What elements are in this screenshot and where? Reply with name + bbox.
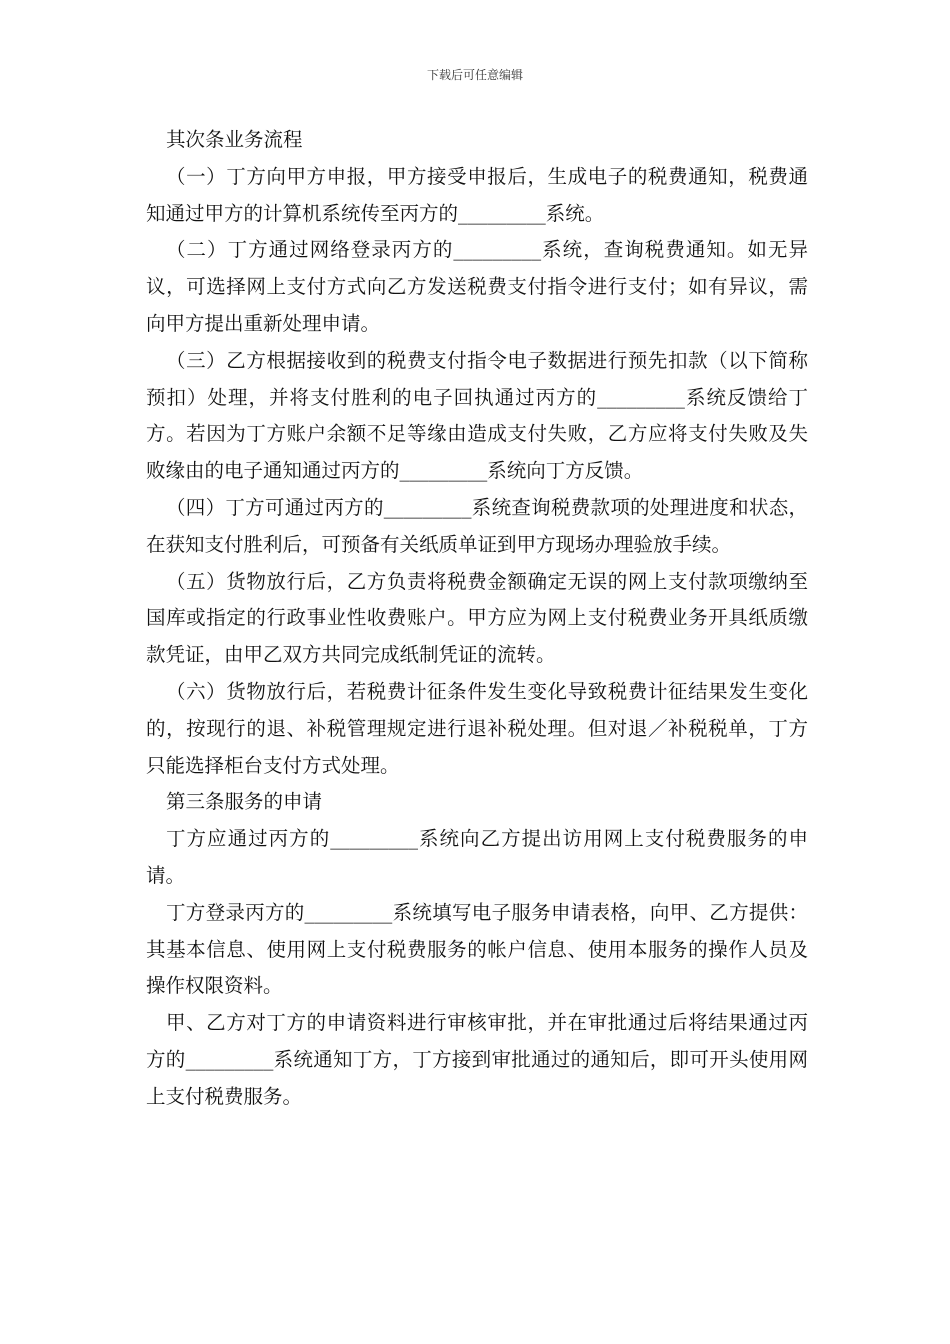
paragraph: （一）丁方向甲方申报，甲方接受申报后，生成电子的税费通知，税费通知通过甲方的计算机系统传至丙方的_________系统。 [146,164,808,225]
document-body [146,122,808,1116]
article-heading: 第三条服务的申请 [166,790,323,814]
paragraph: （三）乙方根据接收到的税费支付指令电子数据进行预先扣款（以下简称预扣）处理，并将支付胜利的电子回执通过丙方的_________系统反馈给丁方。若因为丁方账户余额不足等缘由造成支付失败，乙方应将支付失败及失败缘由的电子通知通过丙方的_________系统向丁方反馈。 [146,348,808,483]
paragraph: （五）货物放行后，乙方负责将税费金额确定无误的网上支付款项缴纳至国库或指定的行政事业性收费账户。甲方应为网上支付税费业务开具纸质缴款凭证，由甲乙双方共同完成纸制凭证的流转。 [146,569,808,667]
article-heading: 其次条业务流程 [166,128,303,151]
paragraph: （二）丁方通过网络登录丙方的_________系统，查询税费通知。如无异议，可选择网上支付方式向乙方发送税费支付指令进行支付；如有异议，需向甲方提出重新处理申请。 [146,238,808,335]
paragraph: （四）丁方可通过丙方的_________系统查询税费款项的处理进度和状态，在获知支付胜利后，可预备有关纸质单证到甲方现场办理验放手续。 [146,495,808,556]
paragraph: （六）货物放行后，若税费计征条件发生变化导致税费计征结果发生变化的，按现行的退、补税管理规定进行退补税处理。但对退／补税税单，丁方只能选择柜台支付方式处理。 [146,679,808,777]
paragraph: 甲、乙方对丁方的申请资料进行审核审批，并在审批通过后将结果通过丙方的_________系统通知丁方，丁方接到审批通过的通知后，即可开头使用网上支付税费服务。 [146,1011,808,1108]
page-header: 下载后可任意编辑 [426,68,523,82]
paragraph: 丁方登录丙方的_________系统填写电子服务申请表格，向甲、乙方提供：其基本信息、使用网上支付税费服务的帐户信息、使用本服务的操作人员及操作权限资料。 [146,900,808,998]
paragraph: 丁方应通过丙方的_________系统向乙方提出访用网上支付税费服务的申请。 [146,827,808,887]
